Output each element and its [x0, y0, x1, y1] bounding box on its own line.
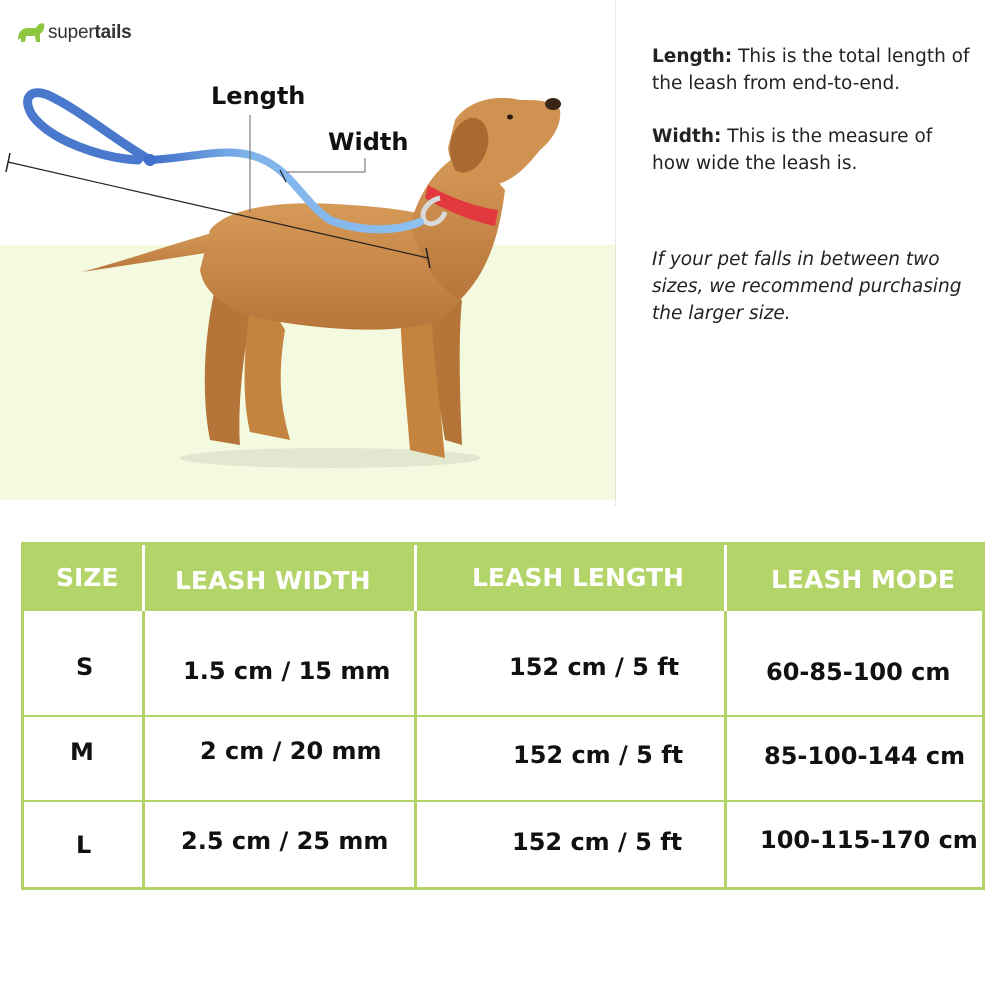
length-description: This is the total length of the leash from end-to-end. — [652, 46, 970, 94]
dog-with-leash-image — [0, 0, 616, 500]
size-chart-table — [21, 542, 985, 890]
brand-name-bold: tails — [94, 22, 132, 43]
dog-logo-icon — [16, 20, 46, 46]
header-divider — [724, 545, 727, 611]
width-definition — [652, 123, 972, 177]
row-divider — [24, 715, 982, 717]
cell-mode: 100-115-170 cm — [760, 826, 978, 854]
header-leash-mode: LEASH MODE — [771, 565, 955, 594]
cell-mode: 85-100-144 cm — [764, 742, 966, 770]
width-term: Width: — [652, 126, 722, 147]
header-leash-length: LEASH LENGTH — [472, 563, 684, 592]
cell-length: 152 cm / 5 ft — [509, 653, 680, 681]
brand-name-light: super — [48, 22, 95, 43]
cell-length: 152 cm / 5 ft — [513, 741, 684, 769]
cell-length: 152 cm / 5 ft — [512, 828, 683, 856]
cell-size: S — [76, 653, 94, 681]
length-label: Length — [211, 82, 306, 110]
cell-width: 1.5 cm / 15 mm — [183, 657, 391, 685]
header-divider — [142, 545, 145, 611]
header-divider — [414, 545, 417, 611]
length-definition — [652, 43, 972, 97]
width-label: Width — [328, 128, 409, 156]
width-description: This is the measure of how wide the leash is. — [652, 126, 933, 174]
sizing-note: If your pet falls in between two sizes, we recommend purchasing the larger size. — [652, 249, 962, 324]
header-leash-width: LEASH WIDTH — [175, 566, 371, 595]
header-size: SIZE — [56, 563, 119, 592]
cell-size: M — [70, 738, 94, 766]
length-term: Length: — [652, 46, 733, 67]
row-divider — [24, 800, 982, 802]
cell-size: L — [76, 831, 92, 859]
leash-illustration — [0, 0, 616, 500]
brand-logo — [16, 20, 132, 46]
cell-mode: 60-85-100 cm — [766, 658, 951, 686]
cell-width: 2 cm / 20 mm — [200, 737, 382, 765]
cell-width: 2.5 cm / 25 mm — [181, 827, 389, 855]
section-divider — [615, 0, 616, 505]
